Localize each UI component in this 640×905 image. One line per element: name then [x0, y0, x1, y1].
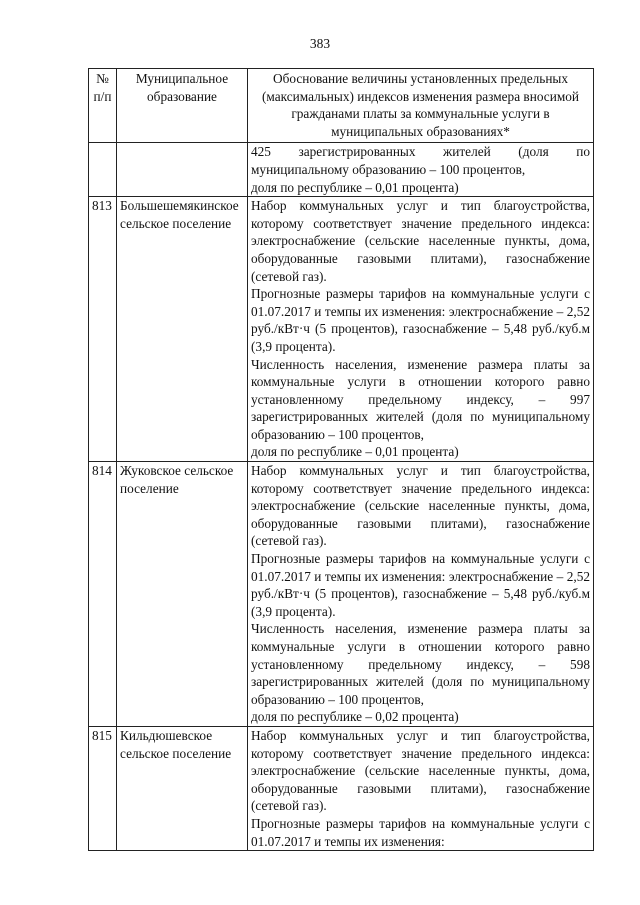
- table-header-row: [89, 69, 594, 143]
- row-number: 814: [89, 462, 117, 727]
- basis-paragraph: 425 зарегистрированных жителей (доля по муниципальному образованию – 100 процентов,: [251, 144, 590, 177]
- header-number: № п/п: [89, 69, 117, 143]
- row-municipality: Жуковское сельское поселение: [117, 462, 248, 727]
- basis-paragraph: Численность населения, изменение размера платы за коммунальные услуги в отношении которого равно установленному предельному индексу, – 598 зарегистрированных жителей (доля по муниципальному образованию – 100 процентов,: [251, 621, 590, 707]
- basis-paragraph: Набор коммунальных услуг и тип благоустройства, которому соответствует значение предельного индекса: электроснабжение (сельские населенные пункты, дома, оборудованные газовыми плитами), газоснабжение (сетевой газ).: [251, 727, 590, 814]
- basis-paragraph: Прогнозные размеры тарифов на коммунальные услуги с 01.07.2017 и темпы их изменения:: [251, 815, 590, 849]
- tariff-index-table: [88, 68, 594, 851]
- row-basis: [248, 726, 594, 850]
- header-basis: Обоснование величины установленных предельных (максимальных) индексов изменения размера вносимой гражданами платы за коммунальные услуги в муниципальных образованиях*: [248, 69, 594, 143]
- page-number: 383: [309, 36, 331, 51]
- basis-paragraph: Набор коммунальных услуг и тип благоустройства, которому соответствует значение предельного индекса: электроснабжение (сельские населенные пункты, дома, оборудованные газовыми плитами), газоснабжение (сетевой газ).: [251, 198, 590, 284]
- table-row: [89, 143, 594, 197]
- basis-paragraph: доля по республике – 0,01 процента): [251, 444, 459, 460]
- row-basis: [248, 143, 594, 197]
- basis-paragraph: Численность населения, изменение размера платы за коммунальные услуги в отношении которого равно установленному предельному индексу, – 997 зарегистрированных жителей (доля по муниципальному образованию – 100 процентов,: [251, 356, 590, 442]
- table-row: [89, 726, 594, 850]
- basis-paragraph: Набор коммунальных услуг и тип благоустройства, которому соответствует значение предельного индекса: электроснабжение (сельские населенные пункты, дома, оборудованные газовыми плитами), газоснабжение (сетевой газ).: [251, 463, 590, 549]
- row-municipality: [117, 143, 248, 197]
- row-municipality: Большешемякинское сельское поселение: [117, 197, 248, 462]
- row-basis: [248, 462, 594, 727]
- basis-paragraph: Прогнозные размеры тарифов на коммунальные услуги с 01.07.2017 и темпы их изменения: электроснабжение – 2,52 руб./кВт·ч (5 процентов), газоснабжение – 5,48 руб./куб.м (3,9 процента).: [251, 551, 590, 619]
- row-number: 813: [89, 197, 117, 462]
- table-row: [89, 197, 594, 462]
- table-row: [89, 462, 594, 727]
- row-number: [89, 143, 117, 197]
- row-number: 815: [89, 726, 117, 850]
- basis-paragraph: доля по республике – 0,01 процента): [251, 179, 459, 195]
- row-basis: [248, 197, 594, 462]
- row-municipality: Кильдюшевское сельское поселение: [117, 726, 248, 850]
- header-municipality: Муниципальное образование: [117, 69, 248, 143]
- basis-paragraph: Прогнозные размеры тарифов на коммунальные услуги с 01.07.2017 и темпы их изменения: электроснабжение – 2,52 руб./кВт·ч (5 процентов), газоснабжение – 5,48 руб./куб.м (3,9 процента).: [251, 286, 590, 354]
- basis-paragraph: доля по республике – 0,02 процента): [251, 709, 459, 725]
